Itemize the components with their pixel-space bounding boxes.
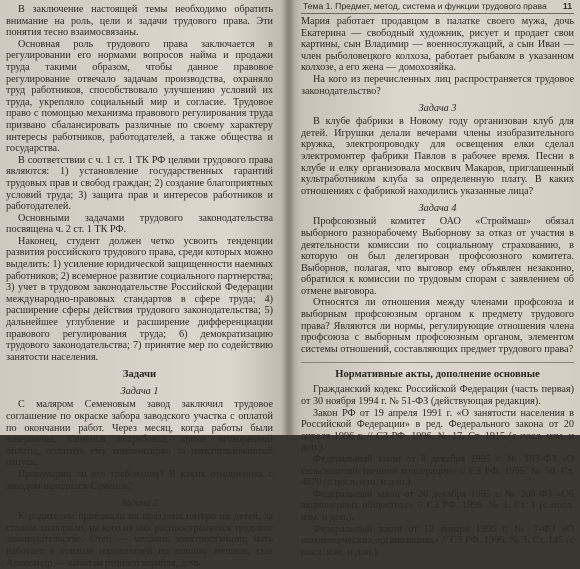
task-4-text: Профсоюзный комитет ОАО «Строймаш» обязал выборного разнорабочему Выборнову за отказ от участия в деятельности комиссии по социальному страхованию, в которую он был делегирован профсоюзного комитета. Выборнов, полагая, что выговор ему объявлен незаконно, обратился к комиссии по трудовым спорам с заявлением об отмене выговора.	[301, 216, 574, 297]
task-2-continuation: Мария работает продавцом в палатке своего мужа, дочь Екатерина — свободный художник, рисует и продает свои картины, сын Владимир — военнослужащий, а сын Иван — член рыболовецкого колхоза, работает рыбаком в указанном колхозе, а его жена — домохозяйка.	[301, 16, 574, 74]
paragraph: Основными задачами трудового законодательства посвящена ч. 2 ст. 1 ТК РФ.	[6, 212, 273, 236]
paragraph: Основная роль трудового права заключается в регулировании его нормами вопросов найма и продажи труда такими образом, чтобы данное правовое регулирование отвечало задачам производства, охраняло труд работников, способствовало улучшению условий их труда, укрепляло социальный мир и согласие. Трудовое право с помощью механизма правового регулирования труда призвано сбалансировать различные по своему характеру интересы работников, работодателей, а также общества и государства.	[6, 38, 273, 155]
task-3-text: В клубе фабрики в Новому году организован клуб для детей. Игрушки делали вечерами члены изобразительного кружка, электропроводку для освещения елки сделал электромонтер фабрики Павлов в рабочее время. Песни в клубе и елку организовала москвич Макаров, приглашенный культработником клуба за определенную плату. В каких отношениях с фабрикой находились указанные лица?	[301, 116, 574, 197]
page-number: 11	[562, 1, 572, 11]
task-1-text: С маляром Семеновым завод заключил трудовое соглашение по окраске забора заводского участка с оплатой по окончании работ. Через месяц, когда работы были завершены, Семенов потребовал, кроме оговоренной оплаты, оплатить ему компенсацию за неиспользованный отпуск.	[6, 399, 273, 469]
left-page	[0, 0, 283, 569]
running-head-title: Тема 1. Предмет, метод, система и функции трудового права	[303, 1, 547, 11]
act-item: Федеральный закон от 12 января 1996 г. № 7-ФЗ «О некоммерческих организациях» // СЗ РФ. 1996. № 3. Ст. 145 (с посл. изм. и доп.).	[301, 523, 574, 558]
task-1-question: Правомерно ли его требование? В каких отношениях с заводом находился Семенов?	[6, 468, 273, 492]
act-item: Федеральный закон от 8 декабря 1995 г. № 193-ФЗ «О сельскохозяйственной кооперации» // СЗ РФ. 1995. № 50. Ст. 4870 (с посл. изм. и доп.).	[301, 454, 574, 489]
task-4-title: Задача 4	[418, 203, 457, 215]
running-head	[301, 0, 574, 14]
paragraph: Наконец, студент должен четко усвоить тенденции развития российского трудового права, среди которых можно выделить: 1) усиление юридической защищенности наемных работников; 2) всемерное развитие социального партнерства; 3) учет в трудовом законодательстве Российской Федерации международно-правовых стандартов в сфере труда; 4) расширение сферы действия трудового законодательства; 5) дальнейшее углубление и расширение дифференциации правового регулирования труда; 6) демократизацию трудового законодательства; 7) принятие мер по содействию занятости населения.	[6, 235, 273, 363]
section-divider	[301, 362, 574, 363]
paragraph: В заключение настоящей темы необходимо обратить внимание на роль, цели и задачи трудового права. Эти понятия тесно взаимосвязаны.	[6, 4, 273, 39]
acts-heading: Нормативные акты, дополнение основные	[335, 369, 540, 381]
task-2-question: На кого из перечисленных лиц распространяется трудовое законодательство?	[301, 73, 574, 97]
right-page	[293, 0, 580, 558]
act-item: Гражданский кодекс Российской Федерации (часть первая) от 30 ноября 1994 г. № 51-ФЗ (действующая редакция).	[301, 384, 574, 408]
paragraph: В соответствии с ч. 1 ст. 1 ТК РФ целями трудового права являются: 1) установление государственных гарантий трудовых прав и свобод граждан; 2) создание благоприятных условий труда; 3) защита прав и интересов работников и работодателей.	[6, 154, 273, 213]
task-2-text: К родителям приезжали на праздник пятеро их детей, за столом заспорили, на кого из них распространяется трудовое законодательство. Отец — механик электростанции, мать работает в совхозе надомницей по пошиву мешков, сын Александр — капитан речного корабля, дочь	[6, 511, 273, 569]
tasks-heading: Задачи	[122, 369, 157, 381]
task-1-title: Задача 1	[120, 386, 159, 398]
act-item: Закон РФ от 19 апреля 1991 г. «О занятости населения в Российской Федерации» в ред. Федерального закона от 20 апреля 1996 г. // СЗ РФ. 1996. № 17. Ст. 1915 (с посл. изм. и доп.).	[301, 407, 574, 454]
task-2-title: Задача 2	[120, 498, 159, 510]
task-3-title: Задача 3	[418, 103, 457, 115]
act-item: Федеральный закон от 26 декабря 1995 г. № 208-ФЗ «Об акционерных обществах» // СЗ РФ. 1996. № 1. Ст. 1 (с посл. изм. и доп.).	[301, 488, 574, 523]
task-4-question: Относятся ли отношения между членами профсоюза и выборным профсоюзным органом к предмету трудового права? Являются ли нормы, регулирующие отношения члена профсоюза с выборным профсоюзным органом, элементом системы отношений, составляющих предмет трудового права?	[301, 297, 574, 355]
